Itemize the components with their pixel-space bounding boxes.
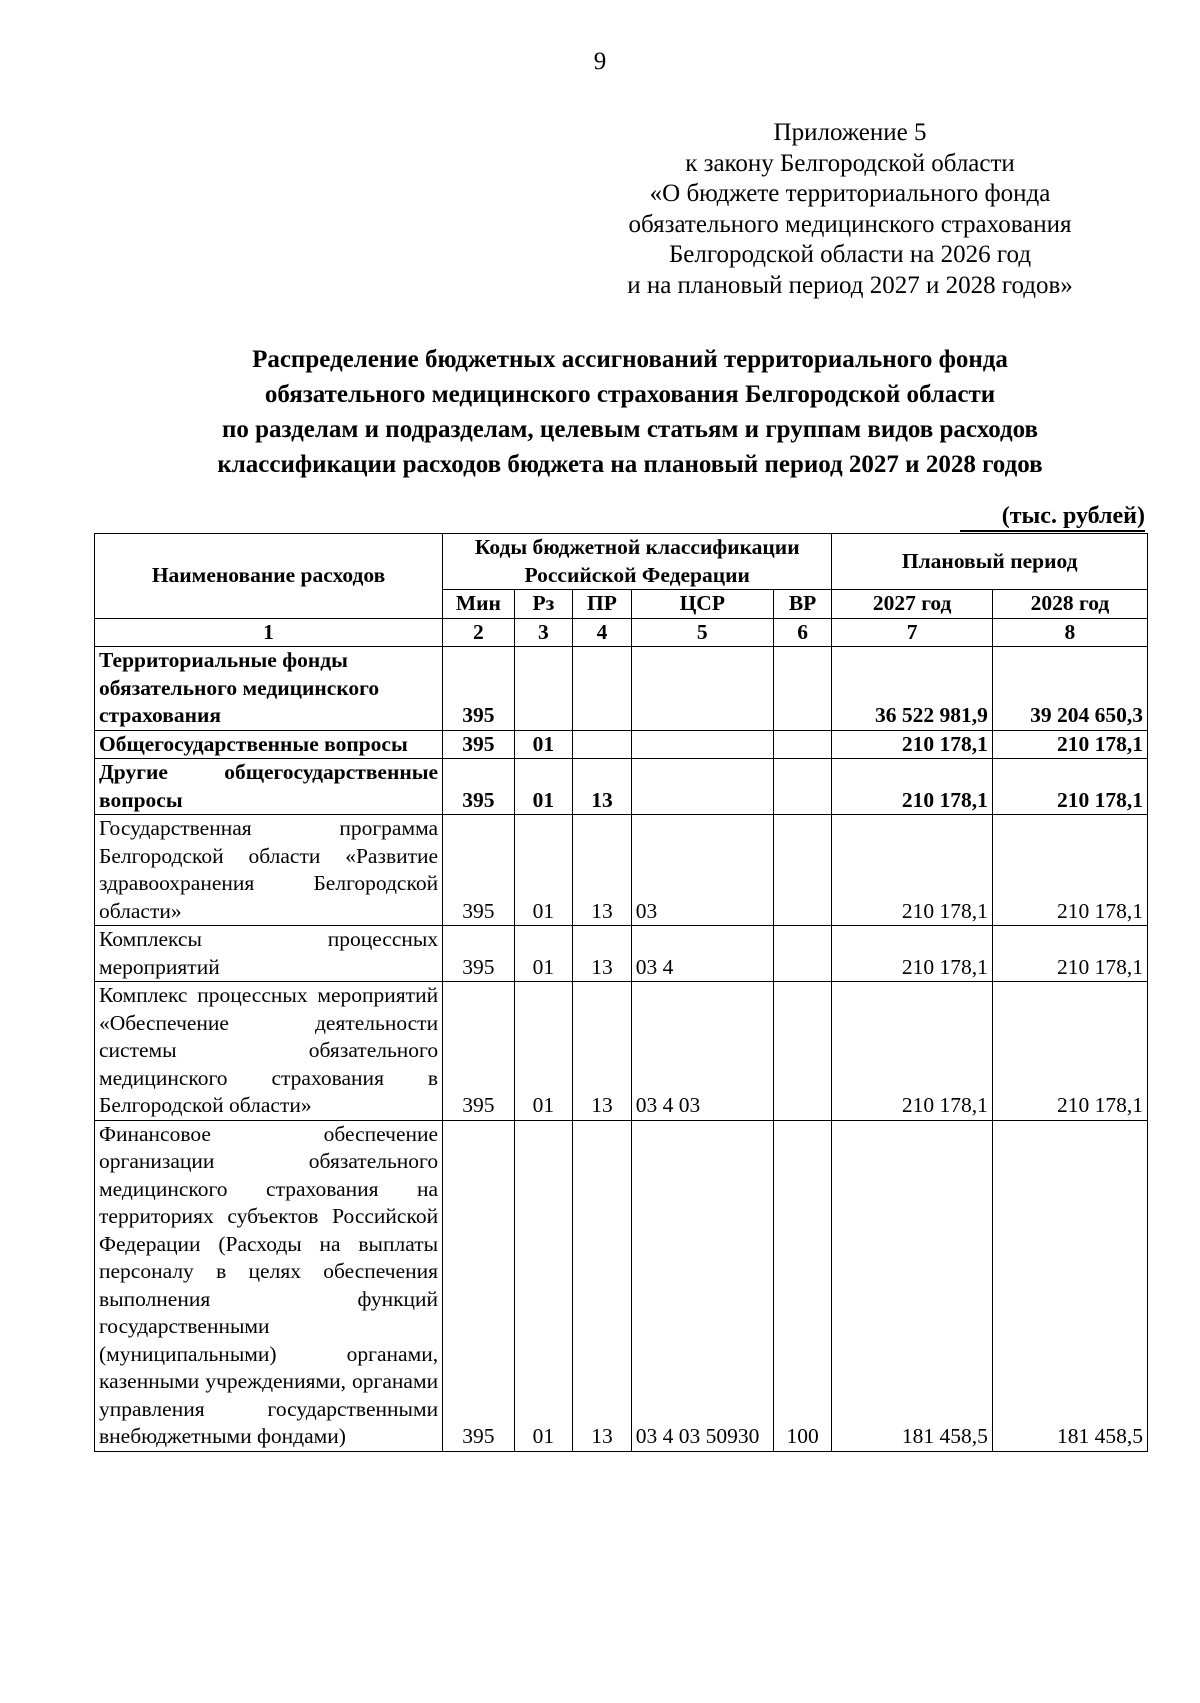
row-vr bbox=[773, 647, 832, 731]
row-2027: 210 178,1 bbox=[832, 730, 992, 759]
budget-table bbox=[94, 533, 1148, 1452]
row-2028: 210 178,1 bbox=[992, 815, 1147, 926]
row-pr: 13 bbox=[573, 1120, 632, 1451]
table-row bbox=[95, 982, 1148, 1121]
row-pr: 13 bbox=[573, 926, 632, 982]
table-row bbox=[95, 759, 1148, 815]
row-csr bbox=[631, 759, 773, 815]
document-title bbox=[60, 342, 1200, 482]
row-pr bbox=[573, 647, 632, 731]
header-min: Мин bbox=[443, 590, 515, 619]
table-row bbox=[95, 926, 1148, 982]
row-name: Комплексы процессных мероприятий bbox=[95, 926, 443, 982]
table-row bbox=[95, 1120, 1148, 1451]
row-csr: 03 4 03 50930 bbox=[631, 1120, 773, 1451]
row-pr bbox=[573, 730, 632, 759]
row-2027: 181 458,5 bbox=[832, 1120, 992, 1451]
row-2028: 210 178,1 bbox=[992, 926, 1147, 982]
row-csr: 03 4 bbox=[631, 926, 773, 982]
row-csr: 03 bbox=[631, 815, 773, 926]
row-rz: 01 bbox=[514, 730, 573, 759]
row-2027: 210 178,1 bbox=[832, 926, 992, 982]
row-vr bbox=[773, 982, 832, 1121]
row-rz: 01 bbox=[514, 815, 573, 926]
title-line: обязательного медицинского страхования Белгородской области bbox=[264, 381, 996, 408]
row-2027: 36 522 981,9 bbox=[832, 647, 992, 731]
row-min: 395 bbox=[443, 647, 515, 731]
row-min: 395 bbox=[443, 1120, 515, 1451]
column-number: 7 bbox=[832, 618, 992, 647]
page-number: 9 bbox=[593, 48, 607, 75]
title-line: по разделам и подразделам, целевым статьям и группам видов расходов bbox=[221, 416, 1039, 443]
annex-line: и на плановый период 2027 и 2028 годов» bbox=[627, 271, 1073, 299]
column-number: 3 bbox=[514, 618, 573, 647]
row-2027: 210 178,1 bbox=[832, 815, 992, 926]
row-2028: 210 178,1 bbox=[992, 730, 1147, 759]
table-row bbox=[95, 815, 1148, 926]
row-vr bbox=[773, 759, 832, 815]
row-rz: 01 bbox=[514, 759, 573, 815]
row-name: Территориальные фонды обязательного медицинского страхования bbox=[95, 647, 443, 731]
units-label: (тыс. рублей) bbox=[960, 503, 1145, 532]
row-csr bbox=[631, 647, 773, 731]
row-vr bbox=[773, 730, 832, 759]
row-name: Общегосударственные вопросы bbox=[95, 730, 443, 759]
row-pr: 13 bbox=[573, 759, 632, 815]
header-rz: Рз bbox=[514, 590, 573, 619]
title-line: Распределение бюджетных ассигнований территориального фонда bbox=[252, 346, 1008, 373]
header-2027: 2027 год bbox=[832, 590, 992, 619]
row-min: 395 bbox=[443, 982, 515, 1121]
column-number: 5 bbox=[631, 618, 773, 647]
header-csr: ЦСР bbox=[631, 590, 773, 619]
table-row bbox=[95, 730, 1148, 759]
annex-line: Белгородской области на 2026 год bbox=[668, 241, 1032, 268]
column-number: 6 bbox=[773, 618, 832, 647]
header-codes-group: Коды бюджетной классификации Российской Федерации bbox=[443, 534, 832, 590]
annex-line: обязательного медицинского страхования bbox=[628, 210, 1072, 238]
row-2027: 210 178,1 bbox=[832, 759, 992, 815]
row-min: 395 bbox=[443, 730, 515, 759]
row-2028: 210 178,1 bbox=[992, 759, 1147, 815]
annex-line: Приложение 5 bbox=[773, 119, 927, 146]
row-vr bbox=[773, 815, 832, 926]
row-min: 395 bbox=[443, 926, 515, 982]
row-2028: 210 178,1 bbox=[992, 982, 1147, 1121]
row-name: Другие общегосударственные вопросы bbox=[95, 759, 443, 815]
row-min: 395 bbox=[443, 759, 515, 815]
row-csr: 03 4 03 bbox=[631, 982, 773, 1121]
header-pr: ПР bbox=[573, 590, 632, 619]
title-line: классификации расходов бюджета на плановый период 2027 и 2028 годов bbox=[217, 451, 1043, 478]
row-name: Финансовое обеспечение организации обязательного медицинского страхования на территориях субъектов Российской Федерации (Расходы на выплаты персоналу в целях обеспечения выполнения функций государственными (муниципальными) органами, казенными учреждениями, органами управления государственными внебюджетными фондами) bbox=[95, 1120, 443, 1451]
row-pr: 13 bbox=[573, 982, 632, 1121]
header-vr: ВР bbox=[773, 590, 832, 619]
row-vr bbox=[773, 926, 832, 982]
header-period-group: Плановый период bbox=[832, 534, 1148, 590]
row-2028: 181 458,5 bbox=[992, 1120, 1147, 1451]
header-2028: 2028 год bbox=[992, 590, 1147, 619]
row-rz: 01 bbox=[514, 1120, 573, 1451]
column-number: 4 bbox=[573, 618, 632, 647]
row-name: Комплекс процессных мероприятий «Обеспечение деятельности системы обязательного медицинского страхования в Белгородской области» bbox=[95, 982, 443, 1121]
row-rz bbox=[514, 647, 573, 731]
row-rz: 01 bbox=[514, 926, 573, 982]
annex-line: «О бюджете территориального фонда bbox=[649, 180, 1051, 207]
row-rz: 01 bbox=[514, 982, 573, 1121]
row-name: Государственная программа Белгородской области «Развитие здравоохранения Белгородской области» bbox=[95, 815, 443, 926]
row-2027: 210 178,1 bbox=[832, 982, 992, 1121]
column-number: 2 bbox=[443, 618, 515, 647]
row-min: 395 bbox=[443, 815, 515, 926]
column-number: 8 bbox=[992, 618, 1147, 647]
column-number: 1 bbox=[95, 618, 443, 647]
row-2028: 39 204 650,3 bbox=[992, 647, 1147, 731]
annex-header bbox=[560, 118, 1140, 301]
row-pr: 13 bbox=[573, 815, 632, 926]
row-csr bbox=[631, 730, 773, 759]
row-vr: 100 bbox=[773, 1120, 832, 1451]
annex-line: к закону Белгородской области bbox=[685, 149, 1015, 177]
table-row bbox=[95, 647, 1148, 731]
header-name: Наименование расходов bbox=[95, 534, 443, 619]
